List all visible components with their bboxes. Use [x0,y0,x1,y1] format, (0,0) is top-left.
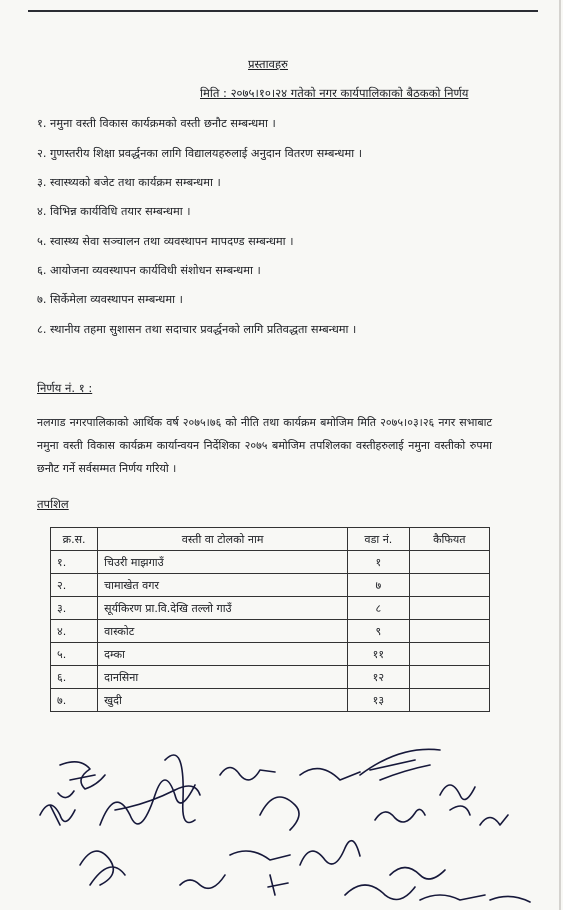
cell-sn: ५. [51,643,98,666]
proposal-item: ४. विभिन्न कार्यविधि तयार सम्बन्धमा । [37,205,191,218]
cell-ward: १३ [348,689,409,712]
proposal-item: ८. स्थानीय तहमा सुशासन तथा सदाचार प्रवर्द्धनको लागि प्रतिवद्धता सम्बन्धमा । [37,323,357,336]
cell-ward: १२ [348,666,409,689]
cell-ward: १ [348,551,409,574]
cell-sn: १. [51,551,98,574]
col-header-remark: कैफियत [409,528,489,551]
cell-remark [409,689,489,712]
proposal-item: १. नमुना वस्ती विकास कार्यक्रमको वस्ती छनौट सम्बन्धमा । [37,117,276,130]
cell-remark [409,643,489,666]
signature [165,755,200,823]
document-heading: प्रस्तावहरु [248,57,288,71]
signatures-block [0,735,563,910]
cell-ward: ८ [348,597,409,620]
signature [480,815,508,825]
signature [40,791,75,825]
cell-remark [409,597,489,620]
cell-name: खुदी [98,689,348,712]
cell-sn: ४. [51,620,98,643]
settlement-table [50,527,490,712]
signature [375,809,425,822]
cell-sn: ६. [51,666,98,689]
table-row [51,666,490,689]
table-row [51,689,490,712]
details-title: तपशिल [37,497,69,511]
signature [345,885,415,900]
signature [360,749,440,780]
decision-paragraph: नलगाड नगरपालिकाको आर्थिक वर्ष २०७५।७६ को नीति तथा कार्यक्रम बमोजिम मिति २०७५।०३।२६ नगर सभाबाट नमुना वस्ती विकास कार्यक्रम कार्यान्वयन निर्देशिका २०७५ बमोजिम तपशिलका वस्तीहरुलाई नमुना वस्तीको रुपमा छनौट गर्ने सर्वसम्मत निर्णय गरियो । [37,416,492,475]
cell-name: चिउरी माझगाउँ [98,551,348,574]
col-header-name: वस्ती वा टोलको नाम [98,528,348,551]
signature [60,762,105,789]
proposal-item: ७. सिर्केमेला व्यवस्थापन सम्बन्धमा । [37,293,183,306]
signature [300,841,360,865]
table-header-row [51,528,490,551]
cell-ward: ९ [348,620,409,643]
proposal-item: ५. स्वास्थ्य सेवा सञ्चालन तथा व्यवस्थापन मापदण्ड सम्बन्धमा । [37,235,294,248]
proposal-item: ३. स्वास्थ्यको बजेट तथा कार्यक्रम सम्बन्धमा । [37,176,221,189]
signature [260,769,360,830]
cell-name: सूर्यकिरण प्रा.वि.देखि तल्लो गाउँ [98,597,348,620]
cell-sn: ३. [51,597,98,620]
cell-ward: ११ [348,643,409,666]
signature [268,875,288,895]
cell-remark [409,574,489,597]
cell-name: चामाखेत वगर [98,574,348,597]
signature [80,851,125,885]
decision-title: निर्णय नं. १ : [37,381,93,395]
table-row [51,551,490,574]
top-border-line [28,10,538,12]
cell-remark [409,551,489,574]
cell-remark [409,620,489,643]
signature [220,768,275,780]
proposal-item: ६. आयोजना व्यवस्थापन कार्यविधी संशोधन सम्बन्धमा । [37,264,261,277]
col-header-sn: क्र.स. [51,528,98,551]
signature [440,785,475,815]
cell-sn: ७. [51,689,98,712]
table-row [51,574,490,597]
table-row [51,620,490,643]
cell-name: दम्का [98,643,348,666]
cell-ward: ७ [348,574,409,597]
cell-remark [409,666,489,689]
signature [230,851,290,860]
cell-sn: २. [51,574,98,597]
table-row [51,597,490,620]
cell-name: दानसिना [98,666,348,689]
signature [390,868,445,880]
meeting-date-heading: मिति : २०७५।१०।२४ गतेको नगर कार्यपालिकाको बैठकको निर्णय [200,86,469,100]
proposal-item: २. गुणस्तरीय शिक्षा प्रवर्द्धनका लागि विद्यालयहरुलाई अनुदान वितरण सम्बन्धमा । [37,147,363,160]
signature [180,875,225,888]
cell-name: वास्कोट [98,620,348,643]
signature [490,896,530,902]
col-header-ward: वडा नं. [348,528,409,551]
signature [420,895,485,900]
table-row [51,643,490,666]
